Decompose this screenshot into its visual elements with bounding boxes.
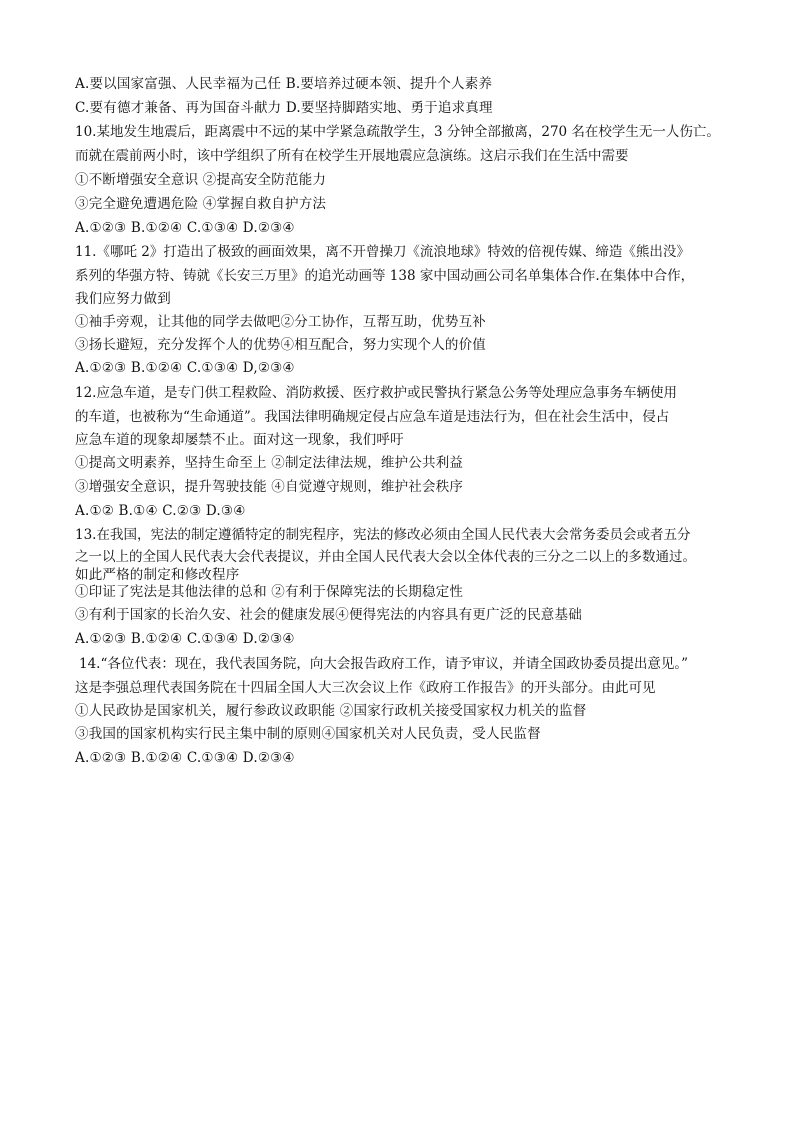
question-12-stem: 12.应急车道，是专门供工程救险、消防救援、医疗救护或民警执行紧急公务等处理应急事务车辆使用: [75, 385, 677, 401]
statement-line: ③增强安全意识，提升驾驶技能 ④自觉遵守规则，维护社会秩序: [75, 479, 464, 495]
answer-options: A.①②③ B.①②④ C.①③④ D.②③④: [75, 631, 295, 647]
question-10-stem: 10.某地发生地震后，距离震中不远的某中学紧急疏散学生，3 分钟全部撤离，270 名在校学生无一人伤亡。: [75, 124, 720, 140]
statement-line: ①袖手旁观，让其他的同学去做吧②分工协作，互帮互助，优势互补: [75, 314, 486, 330]
statement-line: ③我国的国家机构实行民主集中制的原则④国家机关对人民负责，受人民监督: [75, 726, 541, 742]
question-13-stem: 之一以上的全国人民代表大会代表提议，并由全国人民代表大会以全体代表的三分之二以上的多数通过。: [75, 549, 696, 565]
question-12-stem: 的车道，也被称为“生命通道”。我国法律明确规定侵占应急车道是违法行为，但在社会生活中，侵占: [75, 409, 670, 425]
question-10-stem: 而就在震前两小时，该中学组织了所有在校学生开展地震应急演练。这启示我们在生活中需要: [75, 148, 629, 164]
question-11-stem: 系列的华强方特、铸就《长安三万里》的追光动画等 138 家中国动画公司名单集体合作.在集体中合作，: [75, 268, 695, 284]
question-11-stem: 11.《哪吒 2》打造出了极致的画面效果，离不开曾操刀《流浪地球》特效的倍视传媒、缔造《熊出没》: [75, 244, 690, 260]
statement-line: ①提高文明素养，坚持生命至上 ②制定法律法规，维护公共利益: [75, 455, 464, 471]
statement-line: ③扬长避短，充分发挥个人的优势④相互配合，努力实现个人的价值: [75, 337, 486, 353]
question-13-stem: 13.在我国，宪法的制定遵循特定的制宪程序，宪法的修改必须由全国人民代表大会常务委员会或者五分: [75, 527, 691, 543]
answer-options: A.①②③ B.①②④ C.①③④ D.②③④: [75, 220, 295, 236]
question-13-stem: 如此严格的制定和修改程序: [75, 567, 240, 583]
statement-line: ③有利于国家的长治久安、社会的健康发展④便得宪法的内容具有更广泛的民意基础: [75, 607, 582, 623]
statement-line: ①印证了宪法是其他法律的总和 ②有利于保障宪法的长期稳定性: [75, 584, 464, 600]
option-line: C.要有德才兼备、再为国奋斗献力 D.要坚持脚踏实地、勇于追求真理: [75, 100, 493, 116]
option-line: A.要以国家富强、人民幸福为己任 B.要培养过硬本领、提升个人素养: [75, 76, 493, 92]
statement-line: ①人民政协是国家机关，履行参政议政职能 ②国家行政机关接受国家权力机关的监督: [75, 703, 587, 719]
statement-line: ①不断增强安全意识 ②提高安全防范能力: [75, 172, 327, 188]
question-11-stem: 我们应努力做到: [75, 291, 171, 307]
question-14-stem: 这是李强总理代表国务院在十四届全国人大三次会议上作《政府工作报告》的开头部分。由此可见: [75, 680, 656, 696]
answer-options: A.①②③ B.①②④ C.①③④ D,②③④: [75, 360, 295, 376]
question-12-stem: 应急车道的现象却屡禁不止。面对这一现象，我们呼吁: [75, 432, 404, 448]
question-14-stem: 14.“各位代表：现在，我代表国务院，向大会报告政府工作，请予审议，并请全国政协委员提出意见。”: [79, 656, 689, 672]
answer-options: A.①②③ B.①②④ C.①③④ D.②③④: [75, 750, 295, 766]
answer-options: A.①② B.①④ C.②③ D.③④: [75, 503, 246, 519]
statement-line: ③完全避免遭遇危险 ④掌握自救自护方法: [75, 196, 327, 212]
